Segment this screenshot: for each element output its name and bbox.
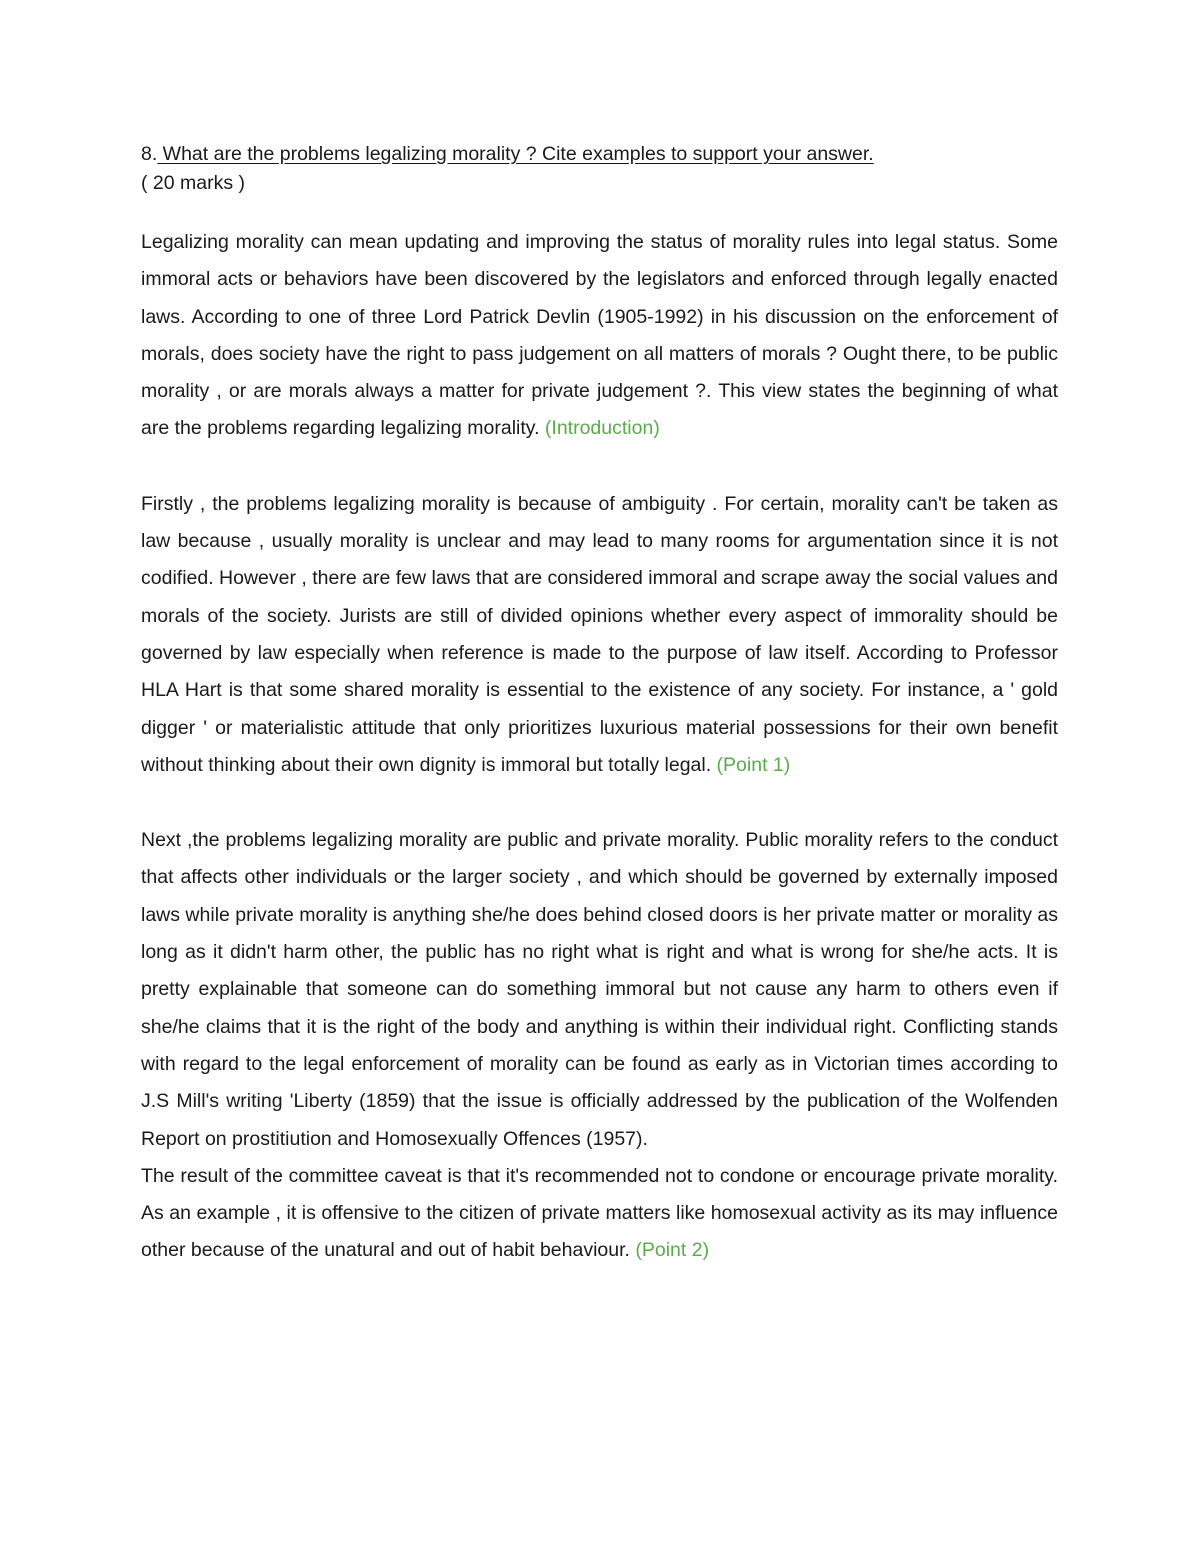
question-heading (141, 140, 1058, 169)
paragraph-point-2: Next ,the problems legalizing morality are public and private morality. Public morality refers to the conduct that affects other individuals or the larger society , and which should be governed by externally imposed laws while private morality is anything she/he does behind closed doors is her private matter or morality as long as it didn't harm other, the public has no right what is right and what is wrong for she/he acts. It is pretty explainable that someone can do something immoral but not cause any harm to others even if she/he claims that it is the right of the body and anything is within their individual right. Conflicting stands with regard to the legal enforcement of morality can be found as early as in Victorian times according to J.S Mill's writing 'Liberty (1859) that the issue is officially addressed by the publication of the Wolfenden Report on prostitiution and Homosexually Offences (1957). (141, 829, 1058, 1150)
document-page (141, 140, 1058, 1270)
paragraph-point-2-continuation-text: The result of the committee caveat is that it's recommended not to condone or encourage private morality. As an example , it is offensive to the citizen of private matters like homosexual activity as its may influence other because of the unatural and out of habit behaviour. (141, 1164, 1058, 1262)
question-number: 8. (141, 143, 158, 165)
question-text: What are the problems legalizing morality ? Cite examples to support your answer. (157, 143, 874, 165)
introduction-tag: (Introduction) (544, 417, 660, 440)
paragraph-introduction-text: Legalizing morality can mean updating and improving the status of morality rules into legal status. Some immoral acts or behaviors have been discovered by the legislators and enforced through legally enacted laws. According to one of three Lord Patrick Devlin (1905-1992) in his discussion on the enforcement of morals, does society have the right to pass judgement on all matters of morals ? Ought there, to be public morality , or are morals always a matter for private judgement ?. This view states the beginning of what are the problems regarding legalizing morality. (141, 231, 1058, 440)
point-1-tag: (Point 1) (716, 753, 791, 776)
paragraph-point-1 (141, 486, 1058, 784)
paragraph-introduction (141, 224, 1058, 448)
point-2-tag: (Point 2) (635, 1239, 710, 1262)
paragraph-point-1-text: Firstly , the problems legalizing morality is because of ambiguity . For certain, morality can't be taken as law because , usually morality is unclear and may lead to many rooms for argumentation since it is not codified. However , there are few laws that are considered immoral and scrape away the social values and morals of the society. Jurists are still of divided opinions whether every aspect of immorality should be governed by law especially when reference is made to the purpose of law itself. According to Professor HLA Hart is that some shared morality is essential to the existence of any society. For instance, a ' gold digger ' or materialistic attitude that only prioritizes luxurious material possessions for their own benefit without thinking about their own dignity is immoral but totally legal. (141, 492, 1058, 776)
paragraph-point-2-continuation (141, 1158, 1058, 1270)
question-marks: ( 20 marks ) (141, 172, 246, 194)
